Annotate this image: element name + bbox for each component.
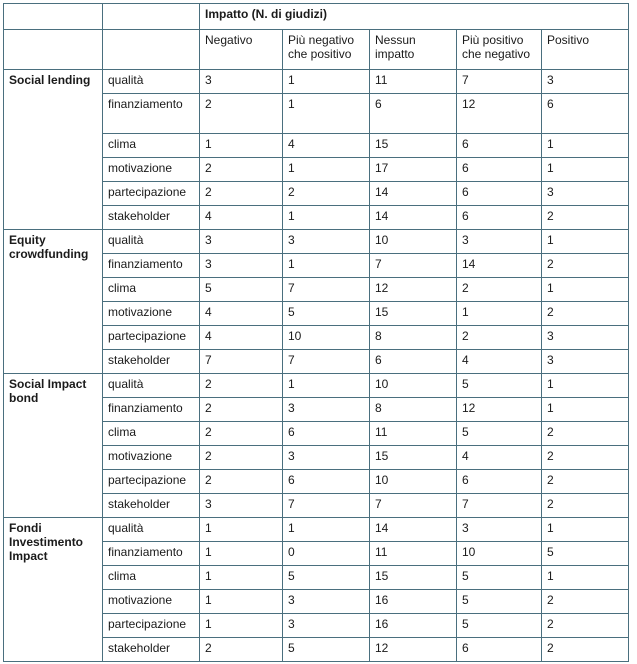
value-cell: 15	[370, 566, 457, 590]
value-cell: 14	[370, 182, 457, 206]
value-cell: 6	[370, 94, 457, 134]
value-cell: 7	[457, 70, 542, 94]
value-cell: 16	[370, 614, 457, 638]
value-cell: 15	[370, 134, 457, 158]
value-cell: 0	[283, 542, 370, 566]
value-cell: 5	[542, 542, 629, 566]
value-cell: 3	[200, 70, 283, 94]
value-cell: 1	[283, 374, 370, 398]
value-cell: 10	[283, 326, 370, 350]
row-label: qualità	[103, 374, 200, 398]
value-cell: 7	[283, 278, 370, 302]
value-cell: 6	[457, 638, 542, 662]
impact-table	[3, 3, 629, 662]
value-cell: 2	[457, 326, 542, 350]
value-cell: 2	[542, 590, 629, 614]
value-cell: 1	[542, 566, 629, 590]
impact-table-container	[3, 3, 629, 662]
value-cell: 1	[283, 70, 370, 94]
value-cell: 11	[370, 422, 457, 446]
value-cell: 15	[370, 446, 457, 470]
value-cell: 12	[457, 94, 542, 134]
header-empty-cell	[103, 30, 200, 70]
value-cell: 1	[283, 206, 370, 230]
row-label: stakeholder	[103, 206, 200, 230]
value-cell: 7	[283, 494, 370, 518]
value-cell: 1	[542, 374, 629, 398]
value-cell: 2	[200, 470, 283, 494]
row-label: finanziamento	[103, 254, 200, 278]
value-cell: 10	[370, 374, 457, 398]
value-cell: 3	[283, 446, 370, 470]
value-cell: 14	[370, 206, 457, 230]
value-cell: 8	[370, 326, 457, 350]
row-label: partecipazione	[103, 614, 200, 638]
row-label: stakeholder	[103, 350, 200, 374]
value-cell: 2	[542, 638, 629, 662]
value-cell: 6	[370, 350, 457, 374]
row-label: finanziamento	[103, 542, 200, 566]
value-cell: 1	[200, 614, 283, 638]
value-cell: 1	[200, 566, 283, 590]
row-label: qualità	[103, 518, 200, 542]
value-cell: 2	[200, 182, 283, 206]
value-cell: 3	[457, 518, 542, 542]
value-cell: 1	[542, 278, 629, 302]
column-header: Nessun impatto	[370, 30, 457, 70]
value-cell: 10	[457, 542, 542, 566]
value-cell: 3	[457, 230, 542, 254]
value-cell: 3	[283, 614, 370, 638]
value-cell: 3	[542, 70, 629, 94]
value-cell: 5	[283, 638, 370, 662]
value-cell: 1	[457, 302, 542, 326]
value-cell: 2	[200, 422, 283, 446]
value-cell: 1	[283, 254, 370, 278]
value-cell: 7	[200, 350, 283, 374]
value-cell: 14	[370, 518, 457, 542]
value-cell: 3	[200, 254, 283, 278]
value-cell: 3	[542, 350, 629, 374]
value-cell: 2	[200, 638, 283, 662]
value-cell: 3	[283, 398, 370, 422]
value-cell: 4	[283, 134, 370, 158]
value-cell: 3	[200, 494, 283, 518]
column-header: Negativo	[200, 30, 283, 70]
header-row-columns	[4, 30, 629, 70]
value-cell: 6	[457, 470, 542, 494]
row-label: motivazione	[103, 158, 200, 182]
row-label: partecipazione	[103, 182, 200, 206]
value-cell: 11	[370, 542, 457, 566]
value-cell: 1	[542, 230, 629, 254]
value-cell: 5	[200, 278, 283, 302]
value-cell: 1	[200, 518, 283, 542]
value-cell: 2	[542, 470, 629, 494]
header-empty-cell	[4, 30, 103, 70]
value-cell: 1	[200, 542, 283, 566]
value-cell: 3	[200, 230, 283, 254]
table-row	[4, 230, 629, 254]
row-label: partecipazione	[103, 470, 200, 494]
value-cell: 3	[542, 326, 629, 350]
value-cell: 4	[200, 326, 283, 350]
group-label: Social Impact bond	[4, 374, 103, 518]
value-cell: 7	[283, 350, 370, 374]
value-cell: 12	[370, 638, 457, 662]
value-cell: 2	[542, 206, 629, 230]
table-row	[4, 518, 629, 542]
row-label: clima	[103, 566, 200, 590]
value-cell: 2	[200, 398, 283, 422]
value-cell: 2	[542, 254, 629, 278]
table-title: Impatto (N. di giudizi)	[200, 4, 629, 30]
row-label: motivazione	[103, 446, 200, 470]
value-cell: 2	[200, 94, 283, 134]
value-cell: 12	[370, 278, 457, 302]
value-cell: 1	[542, 158, 629, 182]
row-label: stakeholder	[103, 638, 200, 662]
value-cell: 5	[457, 374, 542, 398]
value-cell: 2	[200, 158, 283, 182]
value-cell: 1	[542, 398, 629, 422]
value-cell: 5	[283, 302, 370, 326]
column-header: Positivo	[542, 30, 629, 70]
header-empty-cell	[4, 4, 103, 30]
value-cell: 7	[370, 494, 457, 518]
value-cell: 2	[542, 302, 629, 326]
value-cell: 6	[457, 158, 542, 182]
value-cell: 6	[542, 94, 629, 134]
column-header: Più negativo che positivo	[283, 30, 370, 70]
value-cell: 5	[283, 566, 370, 590]
value-cell: 5	[457, 566, 542, 590]
value-cell: 2	[542, 614, 629, 638]
value-cell: 2	[200, 374, 283, 398]
value-cell: 10	[370, 470, 457, 494]
value-cell: 1	[200, 134, 283, 158]
header-row-title	[4, 4, 629, 30]
row-label: partecipazione	[103, 326, 200, 350]
value-cell: 5	[457, 614, 542, 638]
row-label: qualità	[103, 230, 200, 254]
value-cell: 6	[283, 470, 370, 494]
value-cell: 15	[370, 302, 457, 326]
value-cell: 3	[283, 590, 370, 614]
value-cell: 11	[370, 70, 457, 94]
row-label: motivazione	[103, 590, 200, 614]
table-row	[4, 70, 629, 94]
value-cell: 1	[283, 94, 370, 134]
value-cell: 2	[283, 182, 370, 206]
group-label: Equity crowdfunding	[4, 230, 103, 374]
row-label: clima	[103, 278, 200, 302]
row-label: finanziamento	[103, 398, 200, 422]
value-cell: 12	[457, 398, 542, 422]
value-cell: 7	[370, 254, 457, 278]
value-cell: 2	[457, 278, 542, 302]
value-cell: 3	[542, 182, 629, 206]
value-cell: 6	[457, 206, 542, 230]
value-cell: 4	[200, 302, 283, 326]
value-cell: 7	[457, 494, 542, 518]
group-label: Social lending	[4, 70, 103, 230]
value-cell: 17	[370, 158, 457, 182]
value-cell: 2	[542, 422, 629, 446]
row-label: finanziamento	[103, 94, 200, 134]
value-cell: 2	[542, 446, 629, 470]
value-cell: 4	[457, 350, 542, 374]
value-cell: 2	[542, 494, 629, 518]
value-cell: 16	[370, 590, 457, 614]
table-row	[4, 374, 629, 398]
value-cell: 1	[283, 518, 370, 542]
value-cell: 14	[457, 254, 542, 278]
row-label: clima	[103, 422, 200, 446]
value-cell: 8	[370, 398, 457, 422]
value-cell: 10	[370, 230, 457, 254]
value-cell: 6	[457, 134, 542, 158]
value-cell: 5	[457, 422, 542, 446]
value-cell: 4	[200, 206, 283, 230]
row-label: motivazione	[103, 302, 200, 326]
value-cell: 1	[542, 134, 629, 158]
header-empty-cell	[103, 4, 200, 30]
value-cell: 1	[542, 518, 629, 542]
value-cell: 1	[200, 590, 283, 614]
row-label: clima	[103, 134, 200, 158]
value-cell: 1	[283, 158, 370, 182]
value-cell: 2	[200, 446, 283, 470]
value-cell: 5	[457, 590, 542, 614]
group-label: Fondi Investimento Impact	[4, 518, 103, 662]
value-cell: 6	[457, 182, 542, 206]
value-cell: 4	[457, 446, 542, 470]
value-cell: 6	[283, 422, 370, 446]
row-label: stakeholder	[103, 494, 200, 518]
column-header: Più positivo che negativo	[457, 30, 542, 70]
value-cell: 3	[283, 230, 370, 254]
row-label: qualità	[103, 70, 200, 94]
